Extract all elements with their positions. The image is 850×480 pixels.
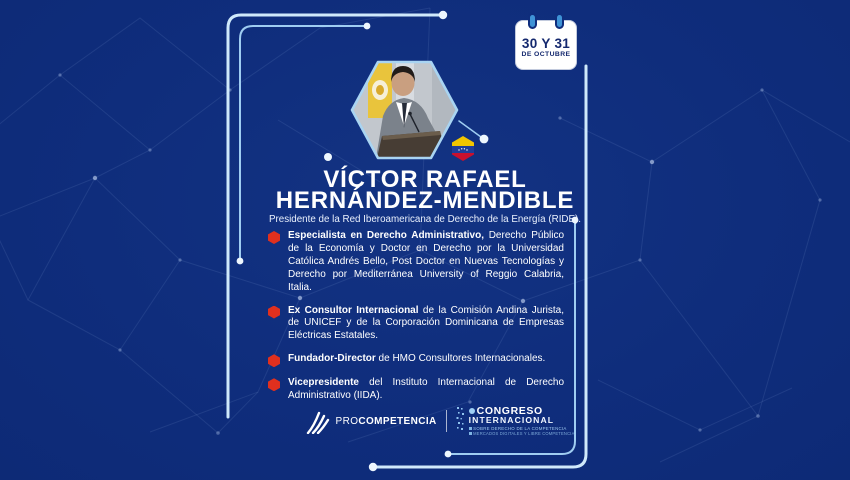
congreso-logo [456, 406, 575, 437]
bullet-icon [268, 378, 280, 391]
list-item [268, 377, 564, 403]
bullet-icon [268, 354, 280, 367]
calendar-body [515, 20, 577, 70]
speaker-name-line2: HERNÁNDEZ-MENDIBLE [275, 187, 575, 214]
mini-square-icon [469, 427, 472, 430]
procompetencia-wordmark: PROCOMPETENCIA [335, 415, 437, 427]
calendar-ring-icon [528, 13, 537, 29]
speaker-role: Presidente de la Red Iberoamericana de Derecho de la Energía (RIDE). [268, 214, 582, 225]
event-month: DE OCTUBRE [521, 51, 571, 58]
credential-text: Vicepresidente del Instituto Internacional de Derecho Administrativo (IIDA). [288, 377, 564, 402]
congreso-logo-icon [456, 406, 466, 432]
speaker-photo [340, 52, 470, 164]
venezuela-flag-icon [452, 136, 474, 161]
congreso-line3: SOBRE DERECHO DE LA COMPETENCIA [469, 426, 575, 431]
congreso-line1: CONGRESO [469, 406, 575, 416]
speaker-name-line1: VÍCTOR RAFAEL [323, 166, 527, 193]
mini-square-icon [469, 432, 472, 435]
congreso-line4: MERCADOS DIGITALES Y LIBRE COMPETENCIA [469, 431, 575, 436]
list-item [268, 305, 564, 344]
procompetencia-logo [306, 408, 437, 434]
footer-logos [290, 402, 590, 440]
speaker-name [200, 166, 650, 214]
congreso-bullet-icon [469, 408, 475, 414]
credentials-list [268, 230, 564, 403]
credential-text: Fundador-Director de HMO Consultores Internacionales. [288, 353, 546, 365]
credential-text: Ex Consultor Internacional de la Comisión Andina Jurista, de UNICEF y de la Corporación Dominicana de Empresas Eléctricas Estatales. [288, 304, 564, 342]
logo-divider [446, 410, 447, 432]
event-date: 30 Y 31 [521, 36, 571, 51]
congreso-line2: INTERNACIONAL [468, 414, 555, 425]
congreso-wordmark [469, 406, 575, 437]
list-item [268, 353, 564, 367]
list-item [268, 230, 564, 295]
calendar-ring-icon [555, 13, 564, 29]
calendar-icon [515, 13, 577, 71]
bullet-icon [268, 231, 280, 244]
bullet-icon [268, 306, 280, 319]
procompetencia-logo-icon [306, 408, 332, 434]
credential-text: Especialista en Derecho Administrativo, Derecho Público de la Economía y Doctor en Derecho por la Universidad Católica Andrés Bello, Post Doctor en Nuevas Tecnologías y Derecho por Mediterránea University of Reggio Calabria, Italia. [288, 230, 565, 293]
